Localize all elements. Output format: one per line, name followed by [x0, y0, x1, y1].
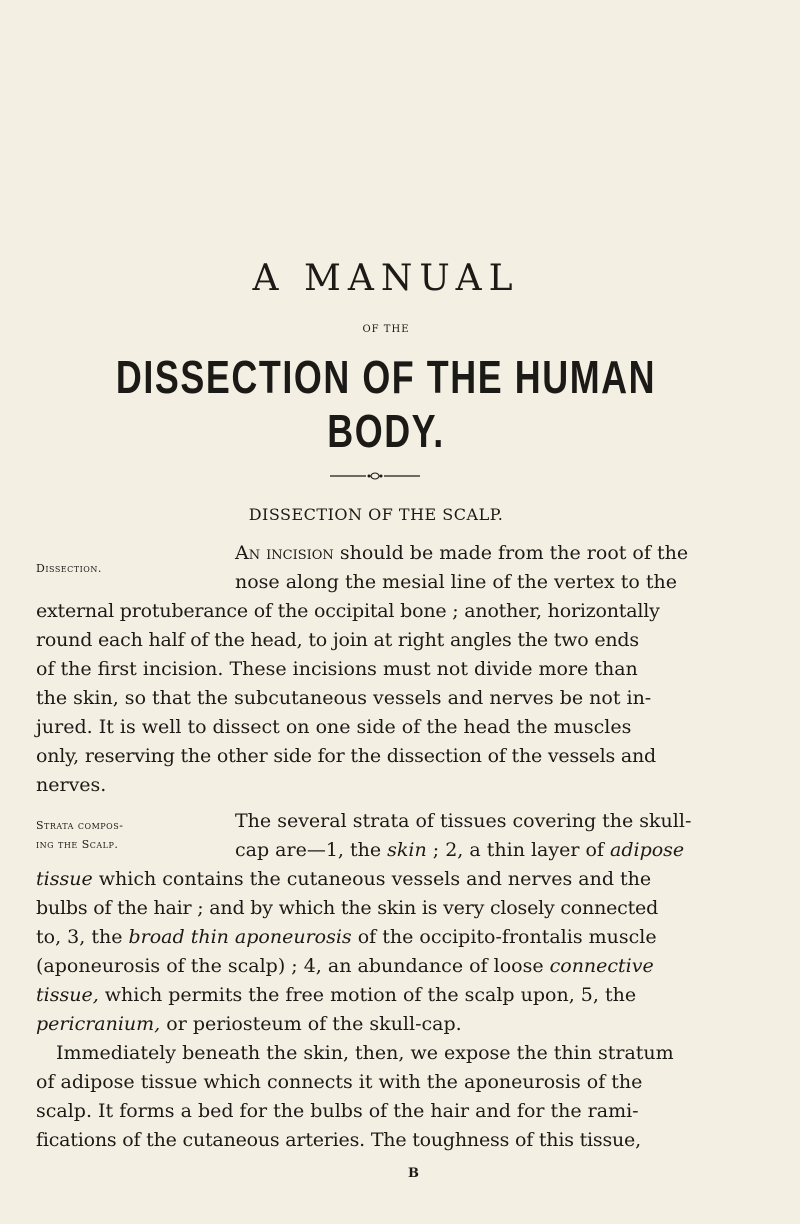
text-line: only, reserving the other side for the dissection of the vessels and: [36, 745, 656, 767]
text-fragment: which contains the cutaneous vessels and nerves and the: [92, 868, 652, 890]
text-line: [36, 925, 657, 949]
text-line: round each half of the head, to join at right angles the two ends: [36, 629, 639, 651]
text-fragment: of the occipito-frontalis muscle: [351, 926, 657, 948]
term-pericranium: pericranium,: [36, 1013, 161, 1035]
text-line: [36, 983, 636, 1007]
text-fragment: (aponeurosis of the scalp) ; 4, an abundance of loose: [36, 955, 550, 977]
term-connective: connective: [549, 955, 654, 977]
text-line: the skin, so that the subcutaneous vessels and nerves be not in-: [36, 687, 652, 709]
text-line: [36, 954, 654, 978]
term-broad-thin-aponeurosis: broad thin aponeurosis: [128, 926, 352, 948]
section-heading: DISSECTION OF THE SCALP.: [248, 505, 504, 524]
text-line: nerves.: [36, 774, 107, 796]
text-fragment: or periosteum of the skull-cap.: [160, 1013, 462, 1035]
text-fragment: cap are—1, the: [235, 839, 388, 861]
text-line: jured. It is well to dissect on one side of the head the muscles: [36, 716, 632, 738]
title-main: A MANUAL: [252, 258, 520, 299]
text-line: scalp. It forms a bed for the bulbs of the hair and for the rami-: [36, 1100, 639, 1122]
text-fragment: to, 3, the: [36, 926, 129, 948]
text-line: external protuberance of the occipital bone ; another, horizontally: [36, 600, 660, 622]
title-of: OF THE: [362, 324, 410, 335]
ornament-rule-icon: [330, 472, 420, 480]
signature-mark: B: [408, 1166, 419, 1181]
text-line: nose along the mesial line of the vertex to the: [235, 571, 677, 593]
text-line: [36, 1012, 462, 1036]
margin-note-dissection: Dissection.: [36, 562, 102, 575]
lead-in-words: An incision: [235, 542, 334, 564]
text-line: bulbs of the hair ; and by which the skin is very closely connected: [36, 897, 659, 919]
text-fragment: ; 2, a thin layer of: [426, 839, 610, 861]
text-line: of the first incision. These incisions must not divide more than: [36, 658, 638, 680]
text-line: [36, 867, 651, 891]
text-line: fications of the cutaneous arteries. The toughness of this tissue,: [36, 1129, 641, 1151]
margin-note-strata-2: ing the Scalp.: [36, 838, 119, 851]
text-line: [235, 541, 688, 565]
text-fragment: should be made from the root of the: [333, 542, 689, 564]
title-subtitle: DISSECTION OF THE HUMAN BODY.: [115, 351, 657, 457]
text-line: The several strata of tissues covering the skull-: [235, 810, 692, 832]
text-line: Immediately beneath the skin, then, we expose the thin stratum: [56, 1042, 674, 1064]
term-tissue: tissue: [36, 868, 93, 890]
text-fragment: which permits the free motion of the scalp upon, 5, the: [98, 984, 637, 1006]
text-line: [235, 838, 684, 862]
text-line: of adipose tissue which connects it with the aponeurosis of the: [36, 1071, 643, 1093]
term-skin: skin: [387, 839, 427, 861]
term-tissue: tissue,: [36, 984, 99, 1006]
margin-note-strata-1: Strata compos-: [36, 819, 124, 832]
term-adipose: adipose: [610, 839, 685, 861]
